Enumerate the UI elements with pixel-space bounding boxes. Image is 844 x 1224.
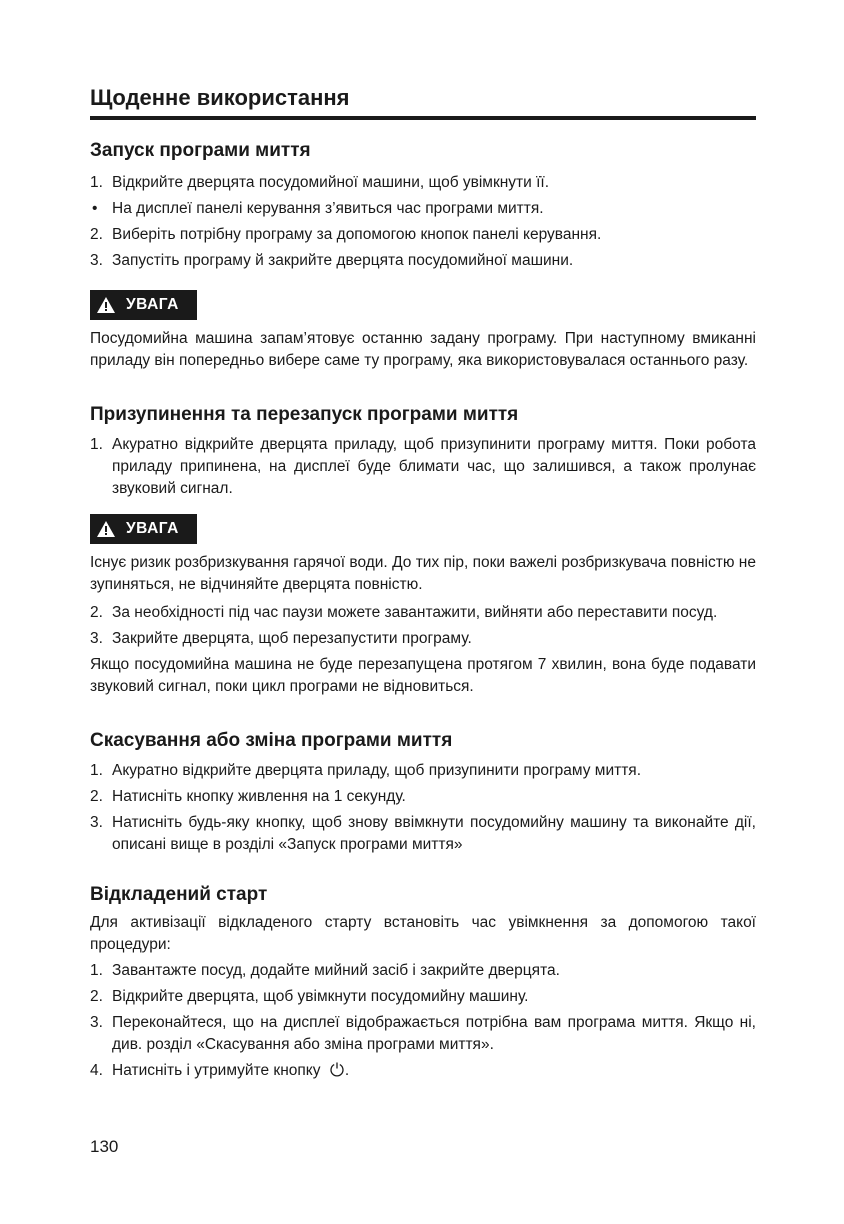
section-start (90, 138, 756, 372)
last-step-text: Натисніть і утримуйте кнопку (112, 1062, 321, 1079)
list-item (90, 628, 756, 650)
list-item (90, 224, 756, 246)
list-marker: 3. (90, 252, 103, 269)
list-text: За необхідності під час паузи можете завантажити, вийняти або переставити посуд. (112, 604, 718, 621)
list-marker: 3. (90, 814, 103, 831)
list-text: Запустіть програму й закрийте дверцята посудомийної машини. (112, 252, 574, 269)
list-item (90, 434, 756, 500)
list-marker: 1. (90, 436, 103, 453)
warning-block-2 (90, 514, 756, 596)
list-marker: 2. (90, 226, 103, 243)
list-item (90, 960, 756, 982)
list-text: Закрийте дверцята, щоб перезапустити програму. (112, 630, 472, 647)
list-marker: 2. (90, 604, 103, 621)
section-title-start: Запуск програми миття (90, 140, 311, 161)
list-item (90, 198, 756, 220)
list-item (90, 1012, 756, 1056)
list-item (90, 250, 756, 272)
section-title-delay: Відкладений старт (90, 884, 268, 905)
list-item (90, 812, 756, 856)
warning-badge (90, 514, 197, 544)
pause-note: Якщо посудомийна машина не буде перезапущена протягом 7 хвилин, вона буде подавати звуковий сигнал, поки цикл програми не відновиться. (90, 656, 756, 695)
list-text: Акуратно відкрийте дверцята приладу, щоб призупинити програму миття. (112, 762, 642, 779)
list-marker: 2. (90, 988, 103, 1005)
warning-triangle-icon (96, 296, 116, 314)
list-marker: 1. (90, 962, 103, 979)
list-marker: 4. (90, 1062, 103, 1079)
section-title-pause: Призупинення та перезапуск програми миття (90, 404, 519, 425)
list-text: Натисніть кнопку живлення на 1 секунду. (112, 788, 406, 805)
delay-steps (90, 960, 756, 1082)
list-text: Акуратно відкрийте дверцята приладу, щоб призупинити програму миття. Поки робота приладу припинена, на дисплеї буде блимати час, що залишився, а також пролунає звуковий сигнал. (112, 436, 756, 497)
list-text: Відкрийте дверцята посудомийної машини, щоб увімкнути її. (112, 174, 550, 191)
list-text: Завантажте посуд, додайте мийний засіб і закрийте дверцята. (112, 962, 560, 979)
pause-steps (90, 434, 756, 500)
delay-intro: Для активізації відкладеного старту встановіть час увімкнення за допомогою такої процедури: (90, 914, 756, 953)
pause-steps-after (90, 602, 756, 650)
power-icon (329, 1061, 345, 1077)
list-text: На дисплеї панелі керування з’явиться час програми миття. (112, 200, 544, 217)
section-title-cancel: Скасування або зміна програми миття (90, 730, 453, 751)
list-marker: 1. (90, 762, 103, 779)
list-marker: • (92, 200, 98, 217)
list-marker: 3. (90, 1014, 103, 1031)
section-pause (90, 402, 756, 698)
list-marker: 3. (90, 630, 103, 647)
list-item (90, 172, 756, 194)
list-item (90, 786, 756, 808)
list-text: Виберіть потрібну програму за допомогою кнопок панелі керування. (112, 226, 602, 243)
warning-text: Посудомийна машина запам’ятовує останню задану програму. При наступному вмиканні приладу він попередньо вибере саме ту програму, яка використовувалася останнього разу. (90, 330, 756, 369)
list-marker: 2. (90, 788, 103, 805)
list-text: Відкрийте дверцята, щоб увімкнути посудомийну машину. (112, 988, 529, 1005)
page-number: 130 (90, 1137, 119, 1156)
warning-label: УВАГА (126, 520, 179, 537)
start-steps (90, 172, 756, 272)
cancel-steps (90, 760, 756, 856)
section-delay (90, 882, 756, 1082)
warning-text: Існує ризик розбризкування гарячої води. До тих пір, поки важелі розбризкувача повністю не зупиняться, не відчиняйте дверцята повністю. (90, 554, 756, 593)
list-item (90, 760, 756, 782)
warning-label: УВАГА (126, 296, 179, 313)
warning-block-1 (90, 290, 756, 372)
chapter-title: Щоденне використання (90, 84, 756, 120)
list-text (112, 1060, 756, 1082)
warning-triangle-icon (96, 520, 116, 538)
warning-badge (90, 290, 197, 320)
list-text: Натисніть будь-яку кнопку, щоб знову ввімкнути посудомийну машину та виконайте дії, описані вище в розділі «Запуск програми миття» (112, 814, 756, 853)
list-marker: 1. (90, 174, 103, 191)
list-text: Переконайтеся, що на дисплеї відображається потрібна вам програма миття. Якщо ні, див. розділ «Скасування або зміна програми миття». (112, 1014, 756, 1053)
list-item (90, 1060, 756, 1082)
last-step-suffix: . (344, 1062, 350, 1079)
list-item (90, 602, 756, 624)
list-item (90, 986, 756, 1008)
manual-page (90, 84, 756, 1086)
section-cancel (90, 728, 756, 856)
